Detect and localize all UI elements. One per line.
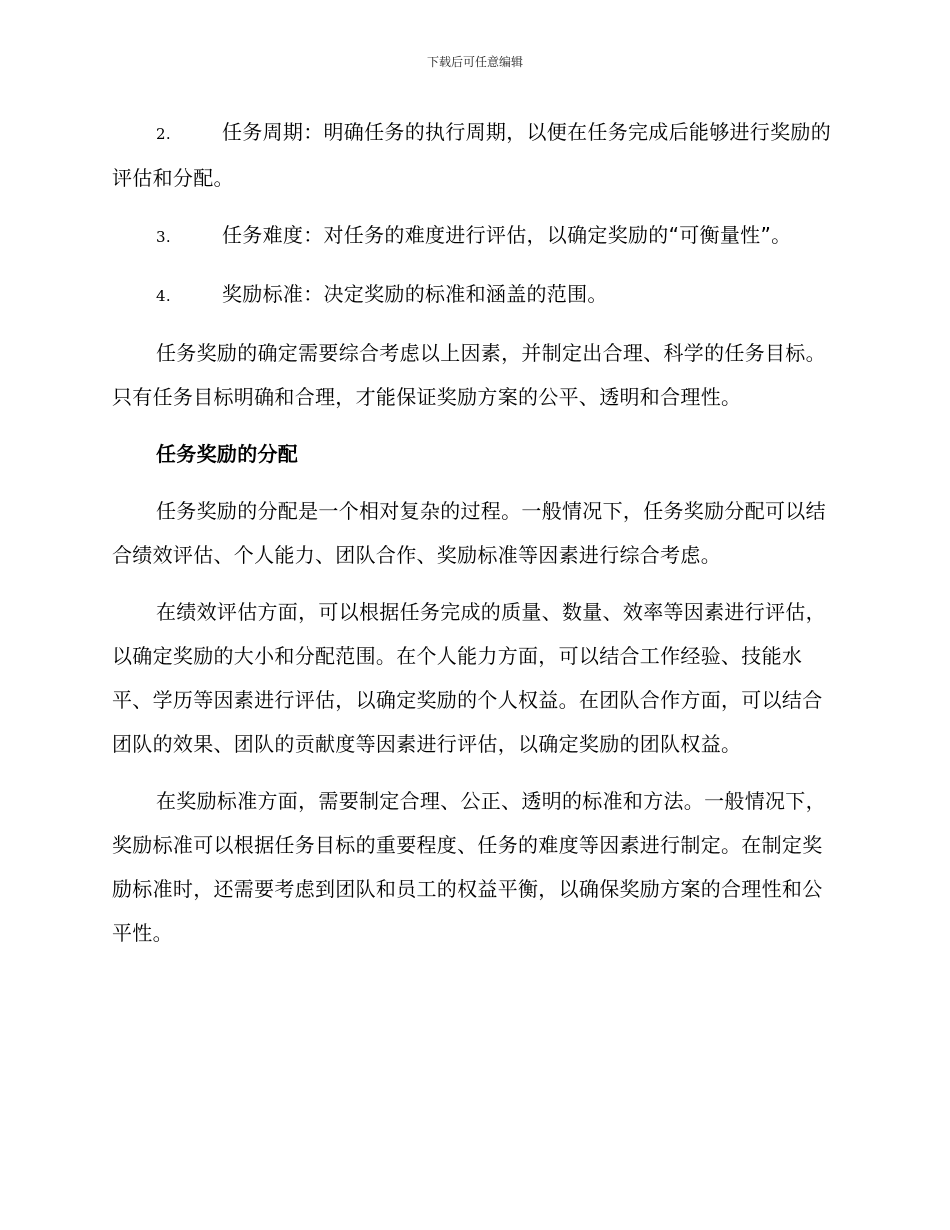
list-number: 2. <box>156 125 171 143</box>
list-item-text: 任务难度：对任务的难度进行评估，以确定奖励的“可衡量性”。 <box>222 223 792 247</box>
list-item-3 <box>112 213 834 259</box>
paragraph-performance: 在绩效评估方面，可以根据任务完成的质量、数量、效率等因素进行评估，以确定奖励的大小和分配范围。在个人能力方面，可以结合工作经验、技能水平、学历等因素进行评估，以确定奖励的个人权益。在团队合作方面，可以结合团队的效果、团队的贡献度等因素进行评估，以确定奖励的团队权益。 <box>112 600 826 756</box>
section-heading: 任务奖励的分配 <box>156 442 299 466</box>
list-number: 4. <box>156 287 171 305</box>
paragraph-summary: 任务奖励的确定需要综合考虑以上因素，并制定出合理、科学的任务目标。只有任务目标明确和合理，才能保证奖励方案的公平、透明和合理性。 <box>112 341 826 409</box>
document-body <box>112 110 834 968</box>
paragraph-distribution-intro: 任务奖励的分配是一个相对复杂的过程。一般情况下，任务奖励分配可以结合绩效评估、个人能力、团队合作、奖励标准等因素进行综合考虑。 <box>112 499 826 567</box>
list-item-4 <box>112 272 834 318</box>
page-header: 下载后可任意编辑 <box>426 55 523 69</box>
list-item-2 <box>112 110 834 200</box>
list-item-text: 任务周期：明确任务的执行周期，以便在任务完成后能够进行奖励的评估和分配。 <box>112 120 831 190</box>
paragraph-standards: 在奖励标准方面，需要制定合理、公正、透明的标准和方法。一般情况下，奖励标准可以根据任务目标的重要程度、任务的难度等因素进行制定。在制定奖励标准时，还需要考虑到团队和员工的权益平衡，以确保奖励方案的合理性和公平性。 <box>112 789 826 945</box>
list-item-text: 奖励标准：决定奖励的标准和涵盖的范围。 <box>222 282 608 306</box>
list-number: 3. <box>156 228 171 246</box>
